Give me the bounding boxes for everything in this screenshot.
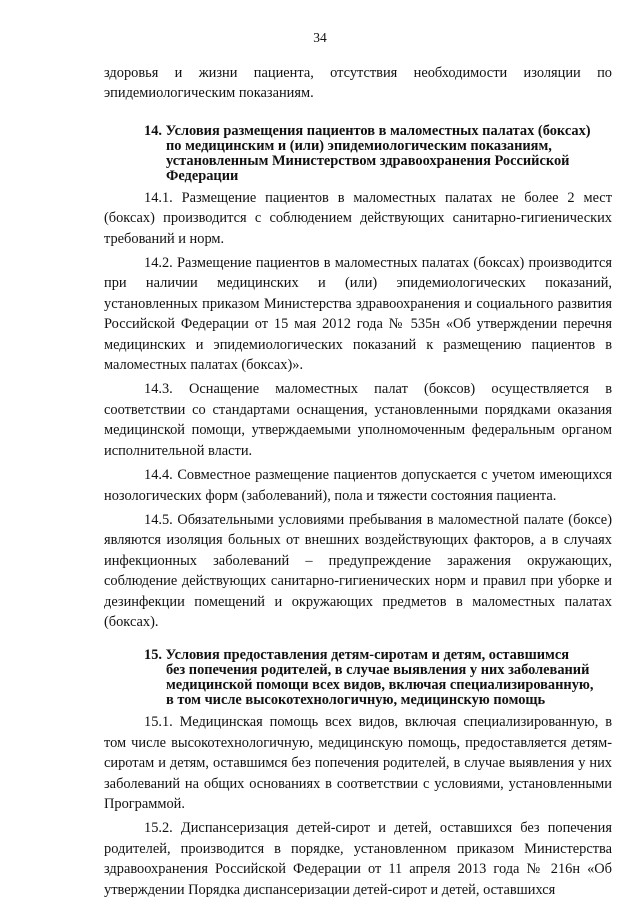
paragraph-14-5: 14.5. Обязательными условиями пребывания в маломестной палате (боксе) являются изоляция больных от внешних воздействующих факторов, а в случаях инфекционных заболеваний – предупреждение заражения окружающих, соблюдение действующих санитарно-гигиенических норм и правил при уборке и дезинфекции помещений и окружающих предметов в маломестных палатах (боксах). xyxy=(104,511,612,630)
section-15-heading-line: без попечения родителей, в случае выявления у них заболеваний xyxy=(166,662,590,679)
paragraph-15-1: 15.1. Медицинская помощь всех видов, включая специализированную, в том числе высокотехнологичную, медицинскую помощь, предоставляется детям-сиротам и детям, оставшимся без попечения родителей, в случае выявления у них заболеваний на общих основаниях в соответствии с условиями, установленными Программой. xyxy=(104,714,612,812)
section-15-heading xyxy=(104,648,612,708)
paragraph-14-2: 14.2. Размещение пациентов в маломестных палатах (боксах) производится при наличии медицинских и (или) эпидемиологических показаний, установленных приказом Министерства здравоохранения и социального развития Российской Федерации от 15 мая 2012 года № 535н «Об утверждении перечня медицинских и эпидемиологических показаний к размещению пациентов в маломестных палатах (боксах)». xyxy=(104,255,612,374)
paragraph-14-4: 14.4. Совместное размещение пациентов допускается с учетом имеющихся нозологических форм (заболеваний), пола и тяжести состояния пациента. xyxy=(104,467,612,504)
intro-paragraph: здоровья и жизни пациента, отсутствия необходимости изоляции по эпидемиологическим показаниям. xyxy=(104,65,612,102)
paragraph-14-3: 14.3. Оснащение маломестных палат (боксов) осуществляется в соответствии со стандартами оснащения, установленными порядками оказания медицинской помощи, утверждаемыми уполномоченным федеральным органом исполнительной власти. xyxy=(104,381,612,459)
section-14-heading-line: установленным Министерством здравоохранения Российской xyxy=(166,152,570,169)
document-body xyxy=(104,63,612,900)
section-15-heading-line: 15. Условия предоставления детям-сиротам и детям, оставшимся xyxy=(144,647,570,664)
paragraph-15-2: 15.2. Диспансеризация детей-сирот и детей, оставшихся без попечения родителей, производится в порядке, установленном приказом Министерства здравоохранения Российской Федерации от 11 апреля 2013 года № 216н «Об утверждении Порядка диспансеризации детей-сирот и детей, оставшихся xyxy=(104,820,612,898)
section-15-heading-line: медицинской помощи всех видов, включая специализированную, xyxy=(166,677,594,694)
section-14-heading xyxy=(104,124,612,184)
section-14-heading-line: Федерации xyxy=(166,167,239,184)
section-15-heading-line: в том числе высокотехнологичную, медицинскую помощь xyxy=(166,692,546,709)
section-14-heading-line: 14. Условия размещения пациентов в маломестных палатах (боксах) xyxy=(144,122,591,139)
paragraph-14-1: 14.1. Размещение пациентов в маломестных палатах не более 2 мест (боксах) производится с соблюдением действующих санитарно-гигиенических требований и норм. xyxy=(104,189,612,247)
section-14-heading-line: по медицинским и (или) эпидемиологическим показаниям, xyxy=(166,137,552,154)
page-number: 34 xyxy=(313,30,327,45)
